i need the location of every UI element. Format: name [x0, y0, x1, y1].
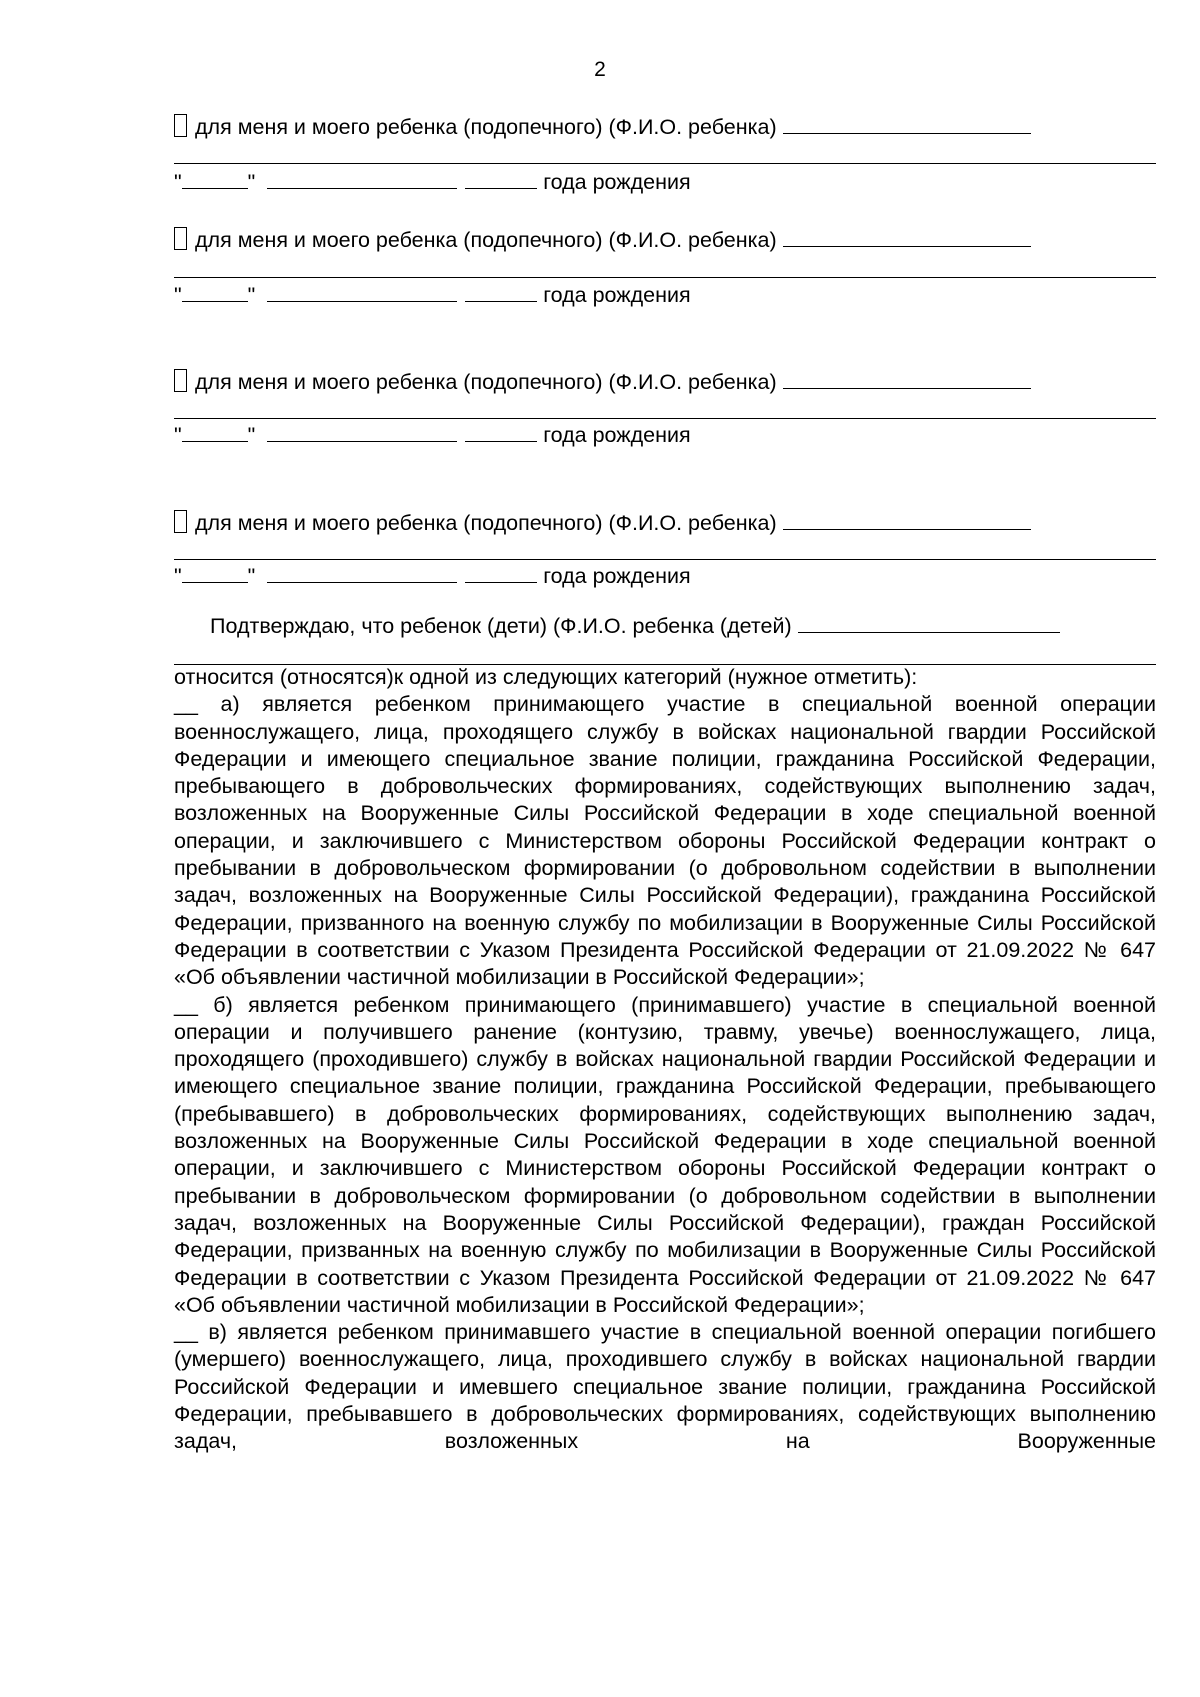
checkbox[interactable] [174, 227, 187, 250]
quote-open: " [174, 170, 182, 194]
birth-date-row-2 [174, 283, 1156, 308]
children-names-field[interactable] [798, 631, 1060, 633]
child-name-continuation-line[interactable] [174, 163, 1156, 164]
birth-day-field[interactable] [182, 581, 248, 583]
category-mark-c[interactable]: __ [174, 1320, 198, 1345]
birth-day-field[interactable] [182, 300, 248, 302]
quote-close: " [247, 170, 256, 194]
birth-date-row-4 [174, 564, 1156, 589]
child-row-text: для меня и моего ребенка (подопечного) (Ф.И.О. ребенка) [195, 228, 777, 252]
confirm-row [174, 614, 1156, 639]
birth-day-field[interactable] [182, 440, 248, 442]
child-name-continuation-line[interactable] [174, 277, 1156, 278]
child-row-2 [174, 227, 1156, 253]
quote-close: " [247, 564, 256, 588]
page-number: 2 [594, 58, 606, 81]
birth-month-field[interactable] [267, 300, 457, 302]
child-name-field[interactable] [783, 245, 1031, 247]
quote-open: " [174, 423, 182, 447]
child-row-text: для меня и моего ребенка (подопечного) (Ф.И.О. ребенка) [195, 511, 777, 535]
birth-label: года рождения [543, 170, 691, 194]
birth-date-row-3 [174, 423, 1156, 448]
category-mark-b[interactable]: __ [174, 992, 198, 1017]
checkbox[interactable] [174, 114, 187, 137]
checkbox[interactable] [174, 510, 187, 533]
quote-close: " [247, 283, 256, 307]
quote-open: " [174, 564, 182, 588]
birth-year-field[interactable] [465, 440, 537, 442]
category-item-a [174, 691, 1156, 991]
birth-year-field[interactable] [465, 581, 537, 583]
birth-label: года рождения [543, 564, 691, 588]
category-text-b: б) является ребенком принимающего (принимавшего) участие в специальной военной операции и получившего ранение (контузию, травму, увечье) военнослужащего, лица, проходящего (проходившего) службу в войсках национальной гвардии Российской Федерации и имеющего специальное звание полиции, гражданина Российской Федерации, пребывающего (пребывавшего) в добровольческих формированиях, содействующих выполнению задач, возложенных на Вооруженные Силы Российской Федерации в ходе специальной военной операции, и заключившего с Министерством обороны Российской Федерации контракт о пребывании в добровольческом формировании (о добровольном содействии в выполнении задач, возложенных на Вооруженные Силы Российской Федерации), граждан Российской Федерации, призванных на военную службу по мобилизации в Вооруженные Силы Российской Федерации в соответствии с Указом Президента Российской Федерации от 21.09.2022 № 647 «Об объявлении частичной мобилизации в Российской Федерации»; [174, 992, 1156, 1317]
birth-label: года рождения [543, 283, 691, 307]
birth-month-field[interactable] [267, 440, 457, 442]
child-name-continuation-line[interactable] [174, 559, 1156, 560]
birth-month-field[interactable] [267, 581, 457, 583]
categories-block [174, 664, 1156, 1456]
category-item-c [174, 1319, 1156, 1455]
child-row-4 [174, 510, 1156, 536]
birth-day-field[interactable] [182, 187, 248, 189]
quote-close: " [247, 423, 256, 447]
child-name-continuation-line[interactable] [174, 418, 1156, 419]
child-row-3 [174, 369, 1156, 395]
category-intro: относится (относятся)к одной из следующих категорий (нужное отметить): [174, 665, 918, 689]
birth-date-row-1 [174, 170, 1156, 195]
category-text-a: а) является ребенком принимающего участие в специальной военной операции военнослужащего, лица, проходящего службу в войсках национальной гвардии Российской Федерации и имеющего специальное звание полиции, гражданина Российской Федерации, пребывающего в добровольческих формированиях, содействующих выполнению задач, возложенных на Вооруженные Силы Российской Федерации в ходе специальной военной операции, и заключившего с Министерством обороны Российской Федерации контракт о пребывании в добровольческом формировании (о добровольном содействии в выполнении задач, возложенных на Вооруженные Силы Российской Федерации), гражданина Российской Федерации, призванного на военную службу по мобилизации в Вооруженные Силы Российской Федерации в соответствии с Указом Президента Российской Федерации от 21.09.2022 № 647 «Об объявлении частичной мобилизации в Российской Федерации»; [174, 692, 1156, 990]
confirm-text: Подтверждаю, что ребенок (дети) (Ф.И.О. ребенка (детей) [210, 614, 792, 638]
birth-year-field[interactable] [465, 187, 537, 189]
birth-label: года рождения [543, 423, 691, 447]
child-row-1 [174, 114, 1156, 140]
category-mark-a[interactable]: __ [174, 692, 198, 717]
birth-month-field[interactable] [267, 187, 457, 189]
child-name-field[interactable] [783, 132, 1031, 134]
child-name-field[interactable] [783, 387, 1031, 389]
checkbox[interactable] [174, 369, 187, 392]
birth-year-field[interactable] [465, 300, 537, 302]
child-name-field[interactable] [783, 528, 1031, 530]
child-row-text: для меня и моего ребенка (подопечного) (Ф.И.О. ребенка) [195, 370, 777, 394]
child-row-text: для меня и моего ребенка (подопечного) (Ф.И.О. ребенка) [195, 115, 777, 139]
category-text-c: в) является ребенком принимавшего участие в специальной военной операции погибшего (умершего) военнослужащего, лица, проходившего службу в войсках национальной гвардии Российской Федерации и имевшего специальное звание полиции, гражданина Российской Федерации, пребывавшего в добровольческих формированиях, содействующих выполнению задач, возложенных на Вооруженные [174, 1320, 1156, 1454]
category-item-b [174, 992, 1156, 1320]
quote-open: " [174, 283, 182, 307]
